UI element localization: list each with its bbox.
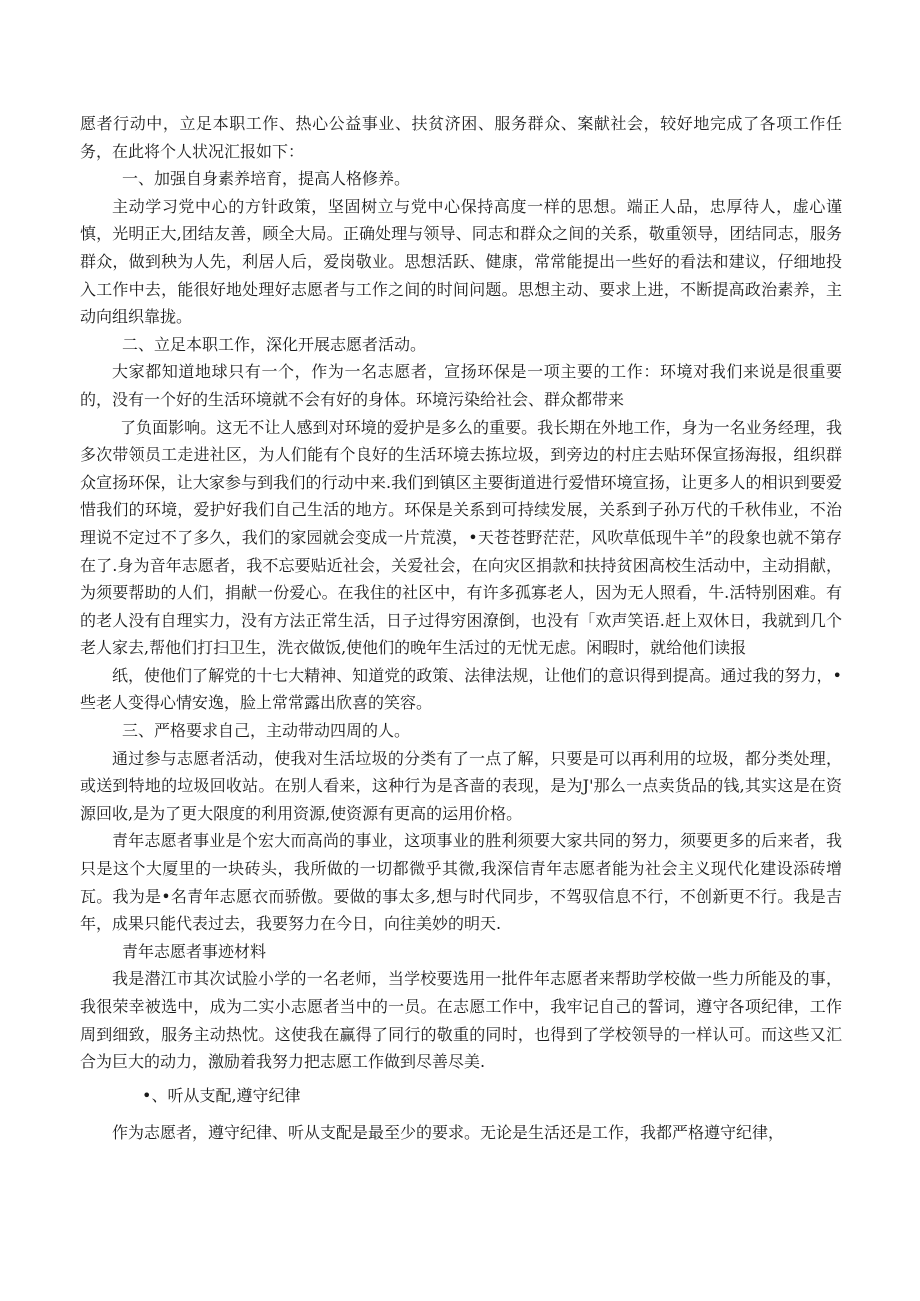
section-heading-2: 二、立足本职工作，深化开展志愿者活动。	[122, 334, 427, 354]
paragraph-recycling: 通过参与志愿者活动，使我对生活垃圾的分类有了一点了解，只要是可以再利用的垃圾，都分类处理，或送到特地的垃圾回收站。在别人看来，这种行为是吝啬的表现，是为J'那么一点卖货品的钱,其实这是在资源回收,是为了更大限度的利用资源,使资源有更高的运用价格。	[80, 748, 842, 823]
section-heading-3: 三、严格要求自己，主动带动四周的人。	[122, 721, 411, 741]
list-heading-discipline: •、听从支配,遵守纪律	[142, 1085, 301, 1105]
document-page	[80, 110, 842, 1147]
paragraph-discipline: 作为志愿者，遵守纪律、听从支配是最至少的要求。无论是生活还是工作，我都严格遵守纪律，	[112, 1123, 785, 1143]
paragraph-intro: 愿者行动中，立足本职工作、热心公益事业、扶贫济困、服务群众、案献社会，较好地完成了各项工作任务，在此将个人状况汇报如下：	[80, 114, 842, 161]
paragraph-environment-body: 了负面影响。这无不让人感到对环境的爱护是多么的重要。我长期在外地工作，身为一名业务经理，我多次带领员工走进社区，为人们能有个良好的生活环境去拣垃圾，到旁边的村庄去贴环保宣扬海报，组织群众宣扬环保，让大家参与到我们的行动中来.我们到镇区主要街道进行爱惜环境宣扬，让更多人的相识到要爱惜我们的环境，爱护好我们自己生活的地方。环保是关系到可持续发展，关系到子孙万代的千秋伟业，不治理说不定过不了多久，我们的家园就会变成一片荒漠，•天苍苍野茫茫，风吹草低现牛羊”的段象也就不第存在了.身为音年志愿者，我不忘要贴近社会，关爱社会，在向灾区捐款和扶持贫困高校生活动中，主动捐献，为须要帮助的人们，捐献一份爱心。在我住的社区中，有许多孤寡老人，因为无人照看，牛.活特别困难。有的老人没有自理实力，没有方法正常生活，日子过得穷困潦倒，也没有「欢声笑语.赶上双休日，我就到几个老人家去,帮他们打扫卫生，洗衣做饭,使他们的晚年生活过的无忧无虑。闲暇时，就给他们读报	[80, 417, 842, 658]
paragraph-section1-body: 主动学习党中心的方针政策，坚固树立与党中心保持高度一样的思想。端正人品，忠厚待人，虚心谨慎，光明正大,团结友善，顾全大局。正确处理与领导、同志和群众之间的关系，敬重领导，团结同志，服务群众，做到秧为人先，利居人后，爱岗敬业。思想活跃、健康，常常能提出一些好的看法和建议，仔细地投入工作中去，能很好地处理好志愿者与工作之间的时间问题。思想主动、要求上进，不断提高政治素养，主动向组织靠拢。	[80, 196, 842, 327]
document-subtitle: 青年志愿者事迹材料	[122, 941, 267, 961]
paragraph-environment-intro: 大家都知道地球只有一个，作为一名志愿者，宣扬环保是一项主要的工作：环境对我们来说是很重要的，没有一个好的生活环境就不会有好的身体。环境污染给社会、群众都带来	[80, 362, 842, 409]
paragraph-youth-volunteer: 青年志愿者事业是个宏大而高尚的事业，这项事业的胜利须要大家共同的努力，须要更多的后来者，我只是这个大厦里的一块砖头，我所做的一切都微乎其微,我深信青年志愿者能为社会主义现代化建设添砖增瓦。我为是•名青年志愿衣而骄傲。要做的事太多,想与时代同步，不驾驭信息不行，不创新更不行。我是吉年，成果只能代表过去，我要努力在今日，向往美妙的明天.	[80, 831, 842, 934]
paragraph-teacher-intro: 我是潜江市其次试脸小学的一名老师，当学校要选用一批件年志愿者来帮助学校做一些力所能及的事，我很荣幸被选中，成为二实小志愿者当中的一员。在志愿工作中，我牢记自己的誓词，遵守各项纪律，工作周到细致，服务主动热忱。这使我在赢得了同行的敬重的同时，也得到了学校领导的一样认可。而这些又汇合为巨大的动力，激励着我努力把志愿工作做到尽善尽美.	[80, 969, 842, 1072]
section-heading-1: 一、加强自身素养培育，提高人格修养。	[122, 169, 411, 189]
paragraph-newspaper: 纸，使他们了解党的十七大精神、知道党的政策、法律法规，让他们的意识得到提高。通过我的努力，•些老人变得心情安逸，脸上常常露出欣喜的笑容。	[80, 665, 842, 713]
